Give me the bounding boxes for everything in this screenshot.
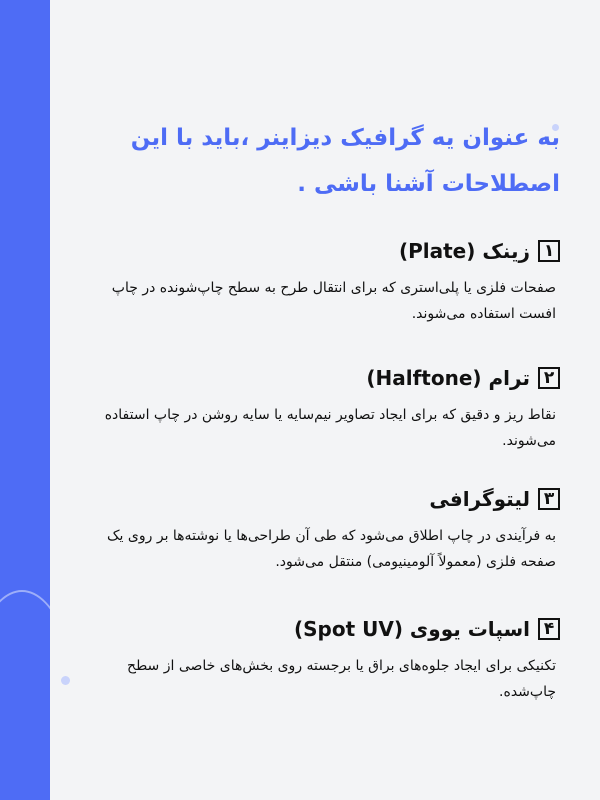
section-heading (95, 615, 560, 643)
section-number: ۳ (538, 488, 560, 510)
section-heading (95, 237, 560, 265)
term-section-4 (95, 615, 560, 705)
section-number: ۲ (538, 367, 560, 389)
section-title: اسپات یووی (Spot UV) (293, 617, 530, 641)
section-description: به فرآیندی در چاپ اطلاق می‌شود که طی آن طراحی‌ها یا نوشته‌ها بر روی یک صفحه فلزی (معمولاً آلومینیومی) منتقل می‌شود. (107, 528, 556, 570)
term-section-2 (95, 364, 560, 454)
section-description: صفحات فلزی یا پلی‌استری که برای انتقال طرح به سطح چاپ‌شونده در چاپ افست استفاده می‌شوند. (111, 280, 556, 322)
headline (95, 115, 560, 207)
headline-line-2: اصطلاحات آشنا باشی . (297, 171, 560, 197)
section-heading (95, 485, 560, 513)
section-title: ترام (Halftone) (366, 366, 530, 390)
section-title: لیتوگرافی (429, 487, 530, 511)
term-section-3 (95, 485, 560, 575)
term-section-1 (95, 237, 560, 327)
section-title: زینک (Plate) (398, 239, 530, 263)
section-number: ۱ (538, 240, 560, 262)
headline-line-1: به عنوان یه گرافیک دیزاینر ،باید با این (130, 125, 560, 151)
section-number: ۴ (538, 618, 560, 640)
section-heading (95, 364, 560, 392)
left-accent-bar (0, 0, 50, 800)
decorative-arc (0, 590, 50, 800)
decorative-dot (61, 676, 70, 685)
section-description: تکنیکی برای ایجاد جلوه‌های براق یا برجسته روی بخش‌های خاصی از سطح چاپ‌شده. (127, 658, 556, 700)
section-description: نقاط ریز و دقیق که برای ایجاد تصاویر نیم‌سایه یا سایه روشن در چاپ استفاده می‌شوند. (104, 407, 556, 449)
